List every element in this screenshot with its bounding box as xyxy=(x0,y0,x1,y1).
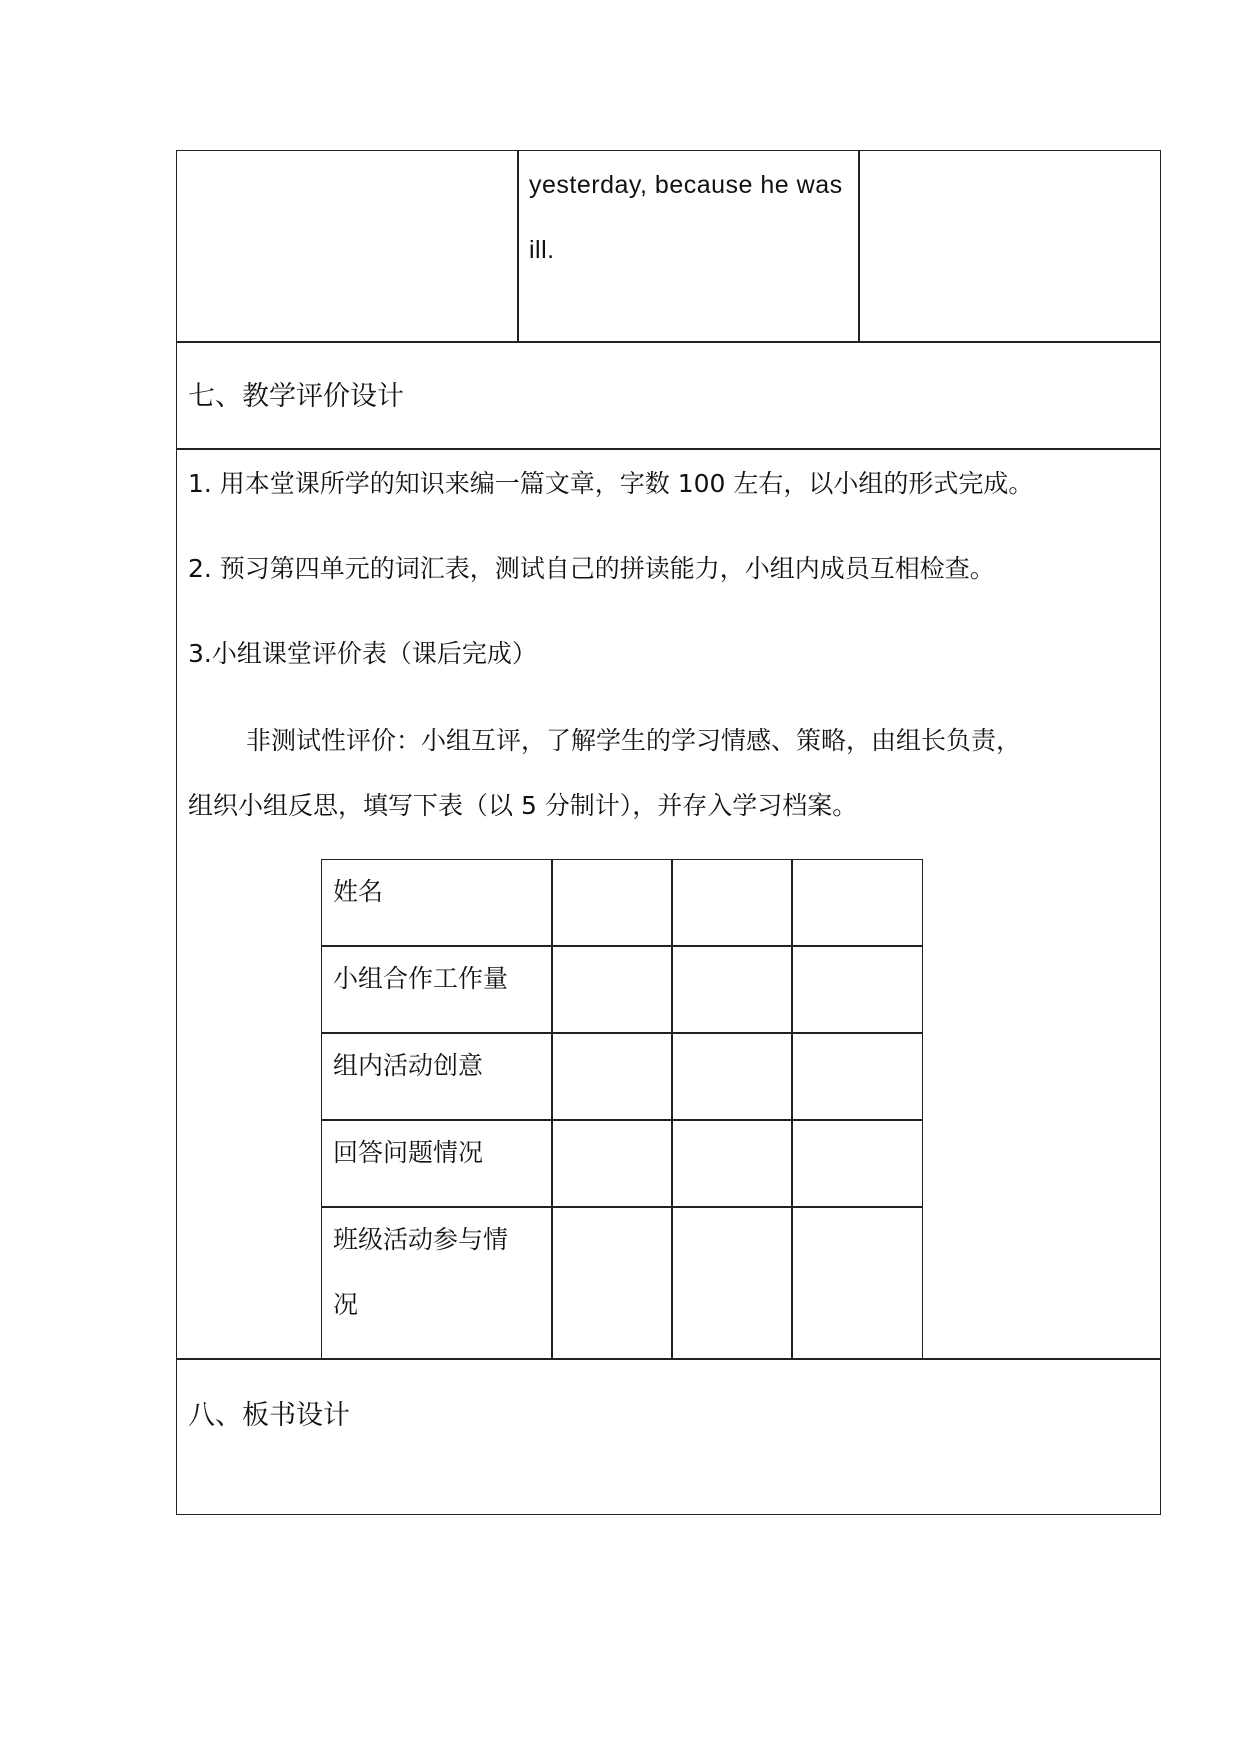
eval-row-divider-1 xyxy=(321,945,923,947)
top-row-middle-text-line-1: yesterday, because he was xyxy=(529,171,843,199)
eval-row-label-creativity: 组内活动创意 xyxy=(333,1051,484,1080)
eval-row-divider-3 xyxy=(321,1119,923,1121)
row-divider-top xyxy=(176,341,1161,343)
eval-row-divider-4 xyxy=(321,1206,923,1208)
section7-item-2: 2. 预习第四单元的词汇表，测试自己的拼读能力，小组内成员互相检查。 xyxy=(188,554,995,583)
row-divider-section7 xyxy=(176,448,1161,450)
eval-row-label-name: 姓名 xyxy=(333,877,384,906)
section7-paragraph-line-1: 非测试性评价：小组互评，了解学生的学习情感、策略，由组长负责， xyxy=(246,726,1022,755)
section8-heading: 八、板书设计 xyxy=(188,1400,350,1431)
eval-row-label-participation-line-1: 班级活动参与情 xyxy=(333,1225,509,1254)
eval-col-divider-2 xyxy=(671,859,673,1359)
top-row-col-divider-1 xyxy=(517,150,519,342)
eval-col-divider-3 xyxy=(791,859,793,1359)
eval-col-divider-1 xyxy=(551,859,553,1359)
eval-row-divider-2 xyxy=(321,1032,923,1034)
section7-paragraph-line-2: 组织小组反思，填写下表（以 5 分制计），并存入学习档案。 xyxy=(188,791,858,820)
eval-row-label-teamwork: 小组合作工作量 xyxy=(333,964,509,993)
section7-item-3: 3.小组课堂评价表（课后完成） xyxy=(188,639,537,668)
top-row-middle-text-line-2: ill. xyxy=(529,236,555,264)
evaluation-table xyxy=(321,859,923,1359)
section7-heading: 七、教学评价设计 xyxy=(188,381,404,412)
eval-row-label-answers: 回答问题情况 xyxy=(333,1138,484,1167)
section7-item-1: 1. 用本堂课所学的知识来编一篇文章，字数 100 左右，以小组的形式完成。 xyxy=(188,469,1034,498)
top-row-col-divider-2 xyxy=(858,150,860,342)
eval-row-label-participation-line-2: 况 xyxy=(333,1290,359,1319)
